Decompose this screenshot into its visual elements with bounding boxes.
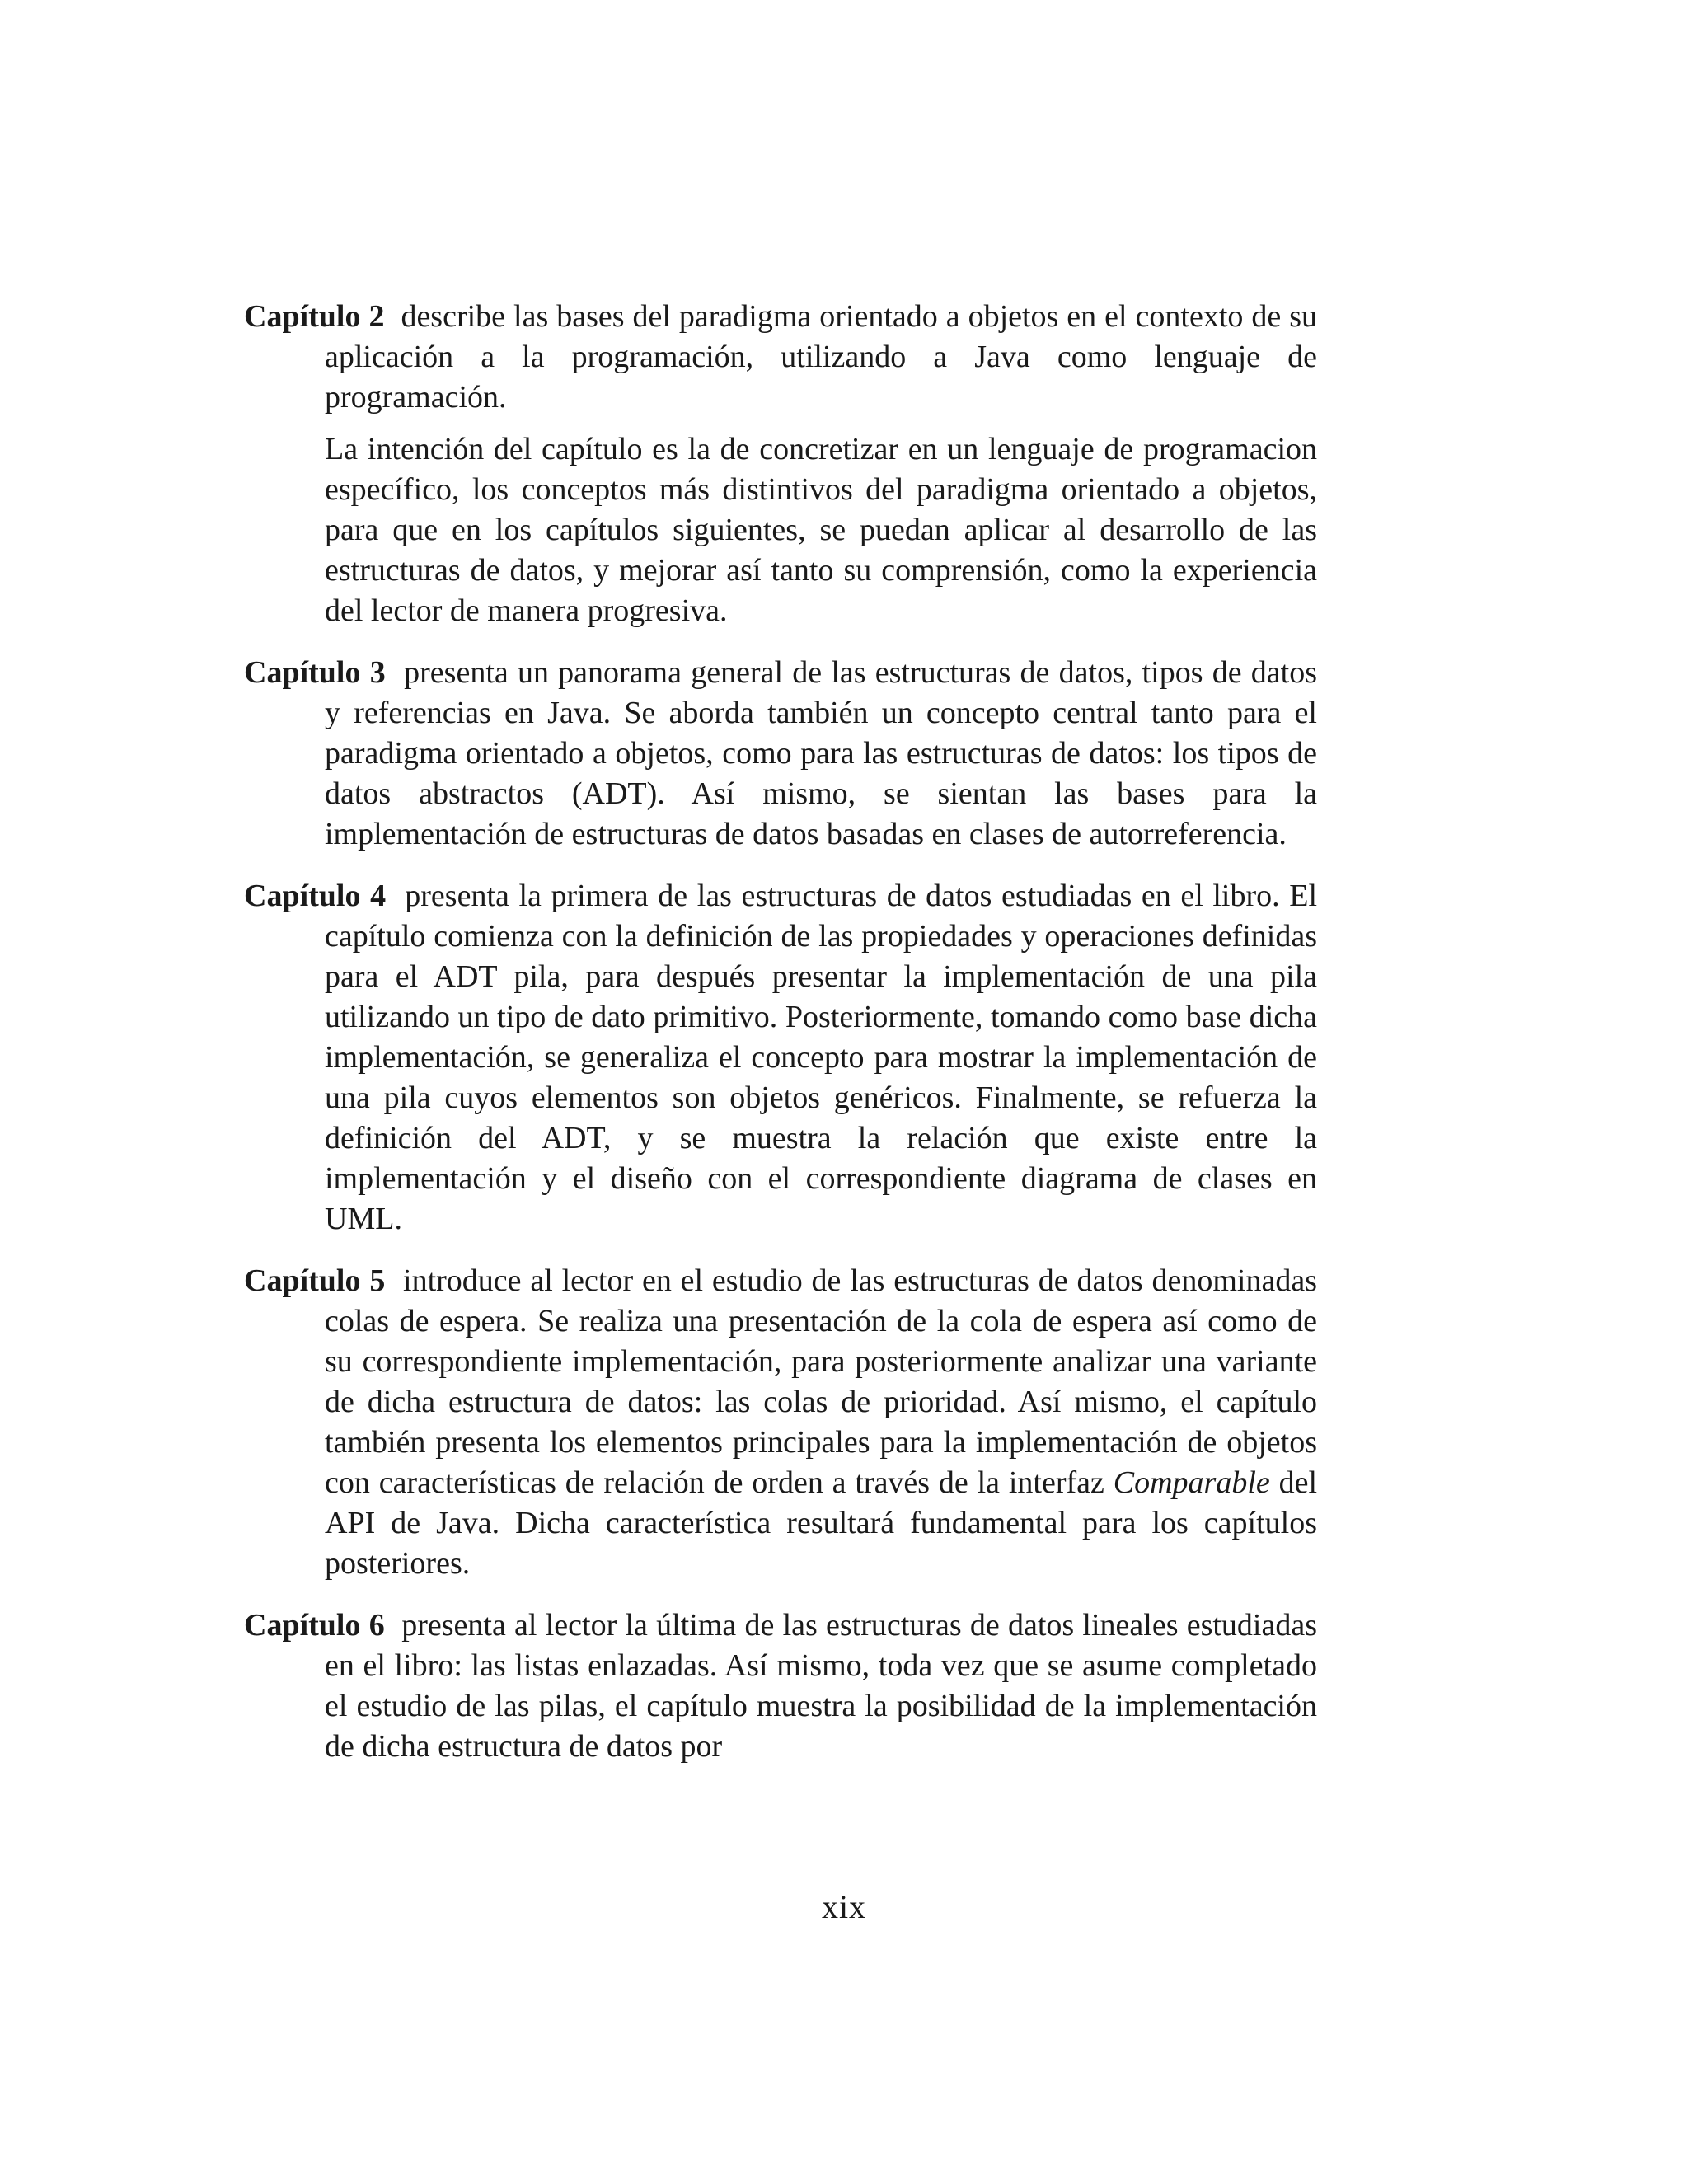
chapter-heading: Capítulo 2 xyxy=(244,299,385,334)
entry-capitulo-5 xyxy=(244,1261,1317,1584)
entry-capitulo-6 xyxy=(244,1605,1317,1767)
entry-capitulo-2 xyxy=(244,297,1317,418)
chapter-description-continued: del API de Java. Dicha característica resultará fundamental para los capítulos posteriores. xyxy=(325,1465,1318,1581)
chapter-description: presenta al lector la última de las estructuras de datos lineales estudiadas en el libro: las listas enlazadas. Así mismo, toda vez que se asume completado el estudio de las pilas, el capítulo muestra la posibilidad de la implementación de dicha estructura de datos por xyxy=(325,1608,1318,1764)
chapter-description: describe las bases del paradigma orientado a objetos en el contexto de su aplicación a la programación, utilizando a Java como lenguaje de programación. xyxy=(325,299,1318,415)
chapter-paragraph: La intención del capítulo es la de concretizar en un lenguaje de programacion específico, los conceptos más distintivos del paradigma orientado a objetos, para que en los capítulos siguientes, se puedan aplicar al desarrollo de las estructuras de datos, y mejorar así tanto su comprensión, como la experiencia del lector de manera progresiva. xyxy=(325,432,1317,628)
entry-capitulo-3 xyxy=(244,653,1317,855)
chapter-heading: Capítulo 5 xyxy=(244,1263,386,1298)
chapter-description: introduce al lector en el estudio de las estructuras de datos denominadas colas de espera. Se realiza una presentación de la cola de espera así como de su correspondiente implementación, para posteriormente analizar una variante de dicha estructura de datos: las colas de prioridad. Así mismo, el capítulo también presenta los elementos principales para la implementación de objetos con características de relación de orden a través de la interfaz xyxy=(325,1263,1318,1500)
interface-name: Comparable xyxy=(1113,1465,1270,1500)
chapter-description: presenta un panorama general de las estructuras de datos, tipos de datos y referencias en Java. Se aborda también un concepto central tanto para el paradigma orientado a objetos, como para las estructuras de datos: los tipos de datos abstractos (ADT). Así mismo, se sientan las bases para la implementación de estructuras de datos basadas en clases de autorreferencia. xyxy=(325,655,1317,851)
chapter-heading: Capítulo 4 xyxy=(244,879,387,913)
chapter-overview xyxy=(244,297,1317,1788)
entry-capitulo-4 xyxy=(244,876,1317,1240)
chapter-heading: Capítulo 3 xyxy=(244,655,386,690)
page-number: xix xyxy=(821,1888,867,1925)
chapter-heading: Capítulo 6 xyxy=(244,1608,385,1643)
chapter-description: presenta la primera de las estructuras de datos estudiadas en el libro. El capítulo comienza con la definición de las propiedades y operaciones definidas para el ADT pila, para después presentar la implementación de una pila utilizando un tipo de dato primitivo. Posteriormente, tomando como base dicha implementación, se generaliza el concepto para mostrar la implementación de una pila cuyos elementos son objetos genéricos. Finalmente, se refuerza la definición del ADT, y se muestra la relación que existe entre la implementación y el diseño con el correspondiente diagrama de clases en UML. xyxy=(325,879,1317,1236)
